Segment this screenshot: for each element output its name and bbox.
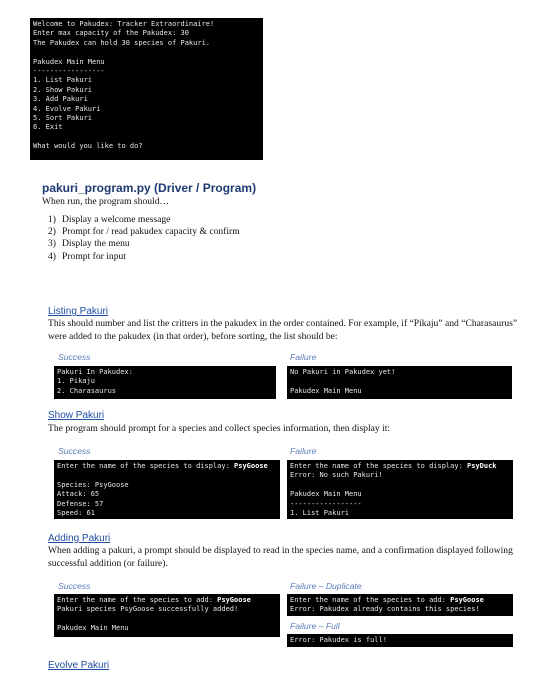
listing-pakuri-heading[interactable]: Listing Pakuri xyxy=(48,306,109,317)
terminal-line: The Pakudex can hold 30 species of Pakuri. xyxy=(33,38,211,47)
terminal-line: Pakudex Main Menu xyxy=(290,490,362,499)
terminal-line: Pakudex Main Menu xyxy=(290,386,362,395)
terminal-line: ----------------- xyxy=(57,633,129,642)
adding-success-label: Success xyxy=(58,581,91,591)
listing-success-terminal xyxy=(54,366,276,399)
show-failure-label: Failure xyxy=(290,446,317,456)
driver-step: 2) Prompt for / read pakudex capacity & confirm xyxy=(48,226,240,238)
terminal-line: Pakudex Main Menu xyxy=(57,624,129,633)
show-pakuri-heading[interactable]: Show Pakuri xyxy=(48,410,105,421)
show-success-label: Success xyxy=(58,446,91,456)
terminal-line: ----------------- xyxy=(290,499,362,508)
main-menu-terminal xyxy=(30,18,263,160)
terminal-line: Attack: 65 xyxy=(57,490,100,499)
listing-description: This should number and list the critters in the pakudex in the order contained. For example, if “Pikaju” and “Charasaurus” were added to the pakudex (in that order), before sorting, the list should be: xyxy=(48,318,518,342)
terminal-line: Species: PsyGoose xyxy=(57,480,129,489)
show-success-terminal: Enter the name of the species to display: PsyGoose Species: PsyGoose Attack: 65 Defense: 57 Speed: 61 xyxy=(54,460,280,519)
driver-step: 3) Display the menu xyxy=(48,238,130,250)
adding-duplicate-label: Failure – Duplicate xyxy=(290,581,362,591)
show-failure-terminal: Enter the name of the species to display: PsyDuck Error: No such Pakuri! Pakudex Main Menu ----------------- 1. List Pakuri xyxy=(287,460,513,519)
driver-step: 1) Display a welcome message xyxy=(48,214,171,225)
adding-pakuri-heading[interactable]: Adding Pakuri xyxy=(48,533,111,544)
listing-failure-label: Failure xyxy=(290,352,317,362)
driver-intro: When run, the program should… xyxy=(42,196,170,207)
show-description: The program should prompt for a species and collect species information, then display it: xyxy=(48,423,391,434)
terminal-line: ----------------- xyxy=(33,67,105,76)
terminal-line: Pakudex Main Menu xyxy=(33,57,105,66)
terminal-line: 2. Show Pakuri xyxy=(33,85,93,94)
terminal-line: 1. Pikaju xyxy=(57,377,95,386)
listing-failure-terminal xyxy=(287,366,512,399)
terminal-line: 2. Charasaurus xyxy=(57,386,117,395)
terminal-line: No Pakuri in Pakudex yet! xyxy=(290,368,396,376)
terminal-line: Error: Pakudex is full! xyxy=(290,636,387,644)
terminal-line: Speed: 61 xyxy=(57,509,95,518)
adding-duplicate-terminal: Enter the name of the species to add: PsyGoose Error: Pakudex already contains this species! xyxy=(287,594,513,616)
terminal-line: 1. List Pakuri xyxy=(33,76,93,85)
driver-step: 4) Prompt for input xyxy=(48,250,126,262)
terminal-line: Defense: 57 xyxy=(57,499,104,508)
terminal-line: 5. Sort Pakuri xyxy=(33,114,93,123)
terminal-line: 3. Add Pakuri xyxy=(33,95,88,104)
terminal-line: Enter max capacity of the Pakudex: 30 xyxy=(33,29,189,38)
terminal-line: Pakuri species PsyGoose successfully added! xyxy=(57,605,239,614)
adding-success-terminal: Enter the name of the species to add: PsyGoose Pakuri species PsyGoose successfully added! Pakudex Main Menu ----------------- xyxy=(54,594,280,637)
driver-steps-list xyxy=(48,214,240,263)
terminal-line: 4. Evolve Pakuri xyxy=(33,104,101,113)
evolve-pakuri-heading[interactable]: Evolve Pakuri xyxy=(48,660,110,671)
terminal-line: 1. List Pakuri xyxy=(290,509,350,518)
adding-description: When adding a pakuri, a prompt should be displayed to read in the species name, and a confirmation displayed following successful addition (or failure). xyxy=(48,545,513,569)
adding-full-terminal xyxy=(287,634,513,647)
terminal-line: Pakuri In Pakudex: xyxy=(57,368,133,376)
adding-full-label: Failure – Full xyxy=(290,621,340,631)
terminal-line: Error: No such Pakuri! xyxy=(290,471,383,480)
terminal-line: What would you like to do? xyxy=(33,142,143,151)
driver-section-title: pakuri_program.py (Driver / Program) xyxy=(42,181,257,195)
terminal-line: Welcome to Pakudex: Tracker Extraordinaire! xyxy=(33,20,215,28)
terminal-line: 6. Exit xyxy=(33,123,63,132)
listing-success-label: Success xyxy=(58,352,91,362)
terminal-line: Error: Pakudex already contains this species! xyxy=(290,605,480,614)
